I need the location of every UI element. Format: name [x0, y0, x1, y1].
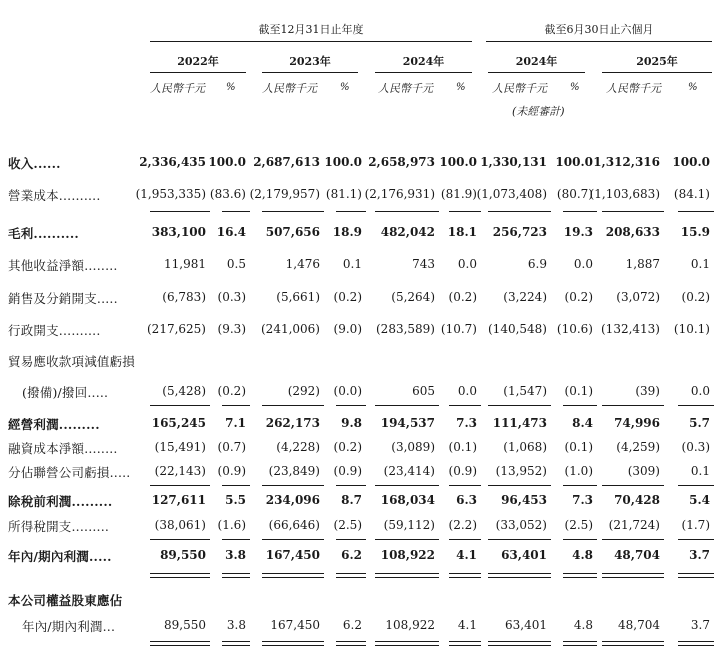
column-rule — [375, 539, 439, 540]
row-label: 經營利潤......... — [8, 417, 100, 432]
column-rule — [563, 485, 597, 486]
column-rule — [602, 573, 664, 574]
column-rule — [262, 485, 324, 486]
amount-cell: 743 — [412, 257, 435, 271]
percent-cell: 100.0 — [555, 155, 593, 169]
column-rule — [678, 405, 714, 406]
amount-cell: (217,625) — [147, 322, 206, 336]
row-label: 本公司權益股東應佔 — [8, 593, 123, 608]
amount-cell: 2,658,973 — [368, 155, 435, 169]
percent-cell: (0.9) — [333, 464, 362, 478]
column-rule — [678, 539, 714, 540]
percent-cell: 0.1 — [690, 464, 710, 478]
percent-cell: (1.6) — [217, 518, 246, 532]
year-header-2022: 2022年 — [177, 55, 219, 68]
percent-cell: (0.2) — [448, 290, 477, 304]
percent-cell: 100.0 — [439, 155, 477, 169]
column-rule — [375, 577, 439, 578]
percent-cell: (0.7) — [217, 440, 246, 454]
percent-cell: 5.4 — [689, 493, 710, 507]
row-label: 行政開支.......... — [8, 323, 101, 338]
amount-cell: (5,661) — [276, 290, 320, 304]
year-rule — [375, 72, 472, 73]
amount-cell: 11,981 — [164, 257, 206, 271]
unit-label: 人民幣千元 — [262, 82, 317, 95]
amount-cell: 383,100 — [151, 225, 206, 239]
percent-cell: 100.0 — [208, 155, 246, 169]
percent-cell: 16.4 — [216, 225, 246, 239]
percent-cell: (81.9) — [440, 187, 477, 201]
column-rule — [375, 211, 439, 212]
column-rule — [150, 573, 210, 574]
percent-cell: 4.1 — [456, 548, 477, 562]
amount-cell: (2,176,931) — [364, 187, 435, 201]
percent-cell: 8.7 — [341, 493, 362, 507]
amount-cell: 96,453 — [501, 493, 547, 507]
amount-cell: (140,548) — [488, 322, 547, 336]
column-rule — [449, 485, 481, 486]
percent-cell: (0.2) — [217, 384, 246, 398]
percent-cell: (0.9) — [448, 464, 477, 478]
amount-cell: (4,259) — [616, 440, 660, 454]
amount-cell: (241,006) — [261, 322, 320, 336]
column-rule — [222, 573, 250, 574]
percent-cell: 3.8 — [226, 618, 246, 632]
column-rule — [678, 211, 714, 212]
percent-cell: (2.5) — [333, 518, 362, 532]
percent-cell: (9.3) — [217, 322, 246, 336]
amount-cell: 262,173 — [265, 416, 320, 430]
amount-cell: (5,428) — [162, 384, 206, 398]
column-rule — [488, 577, 551, 578]
percent-cell: 18.9 — [332, 225, 362, 239]
amount-cell: (3,072) — [616, 290, 660, 304]
amount-cell: 70,428 — [614, 493, 660, 507]
percent-cell: 4.1 — [457, 618, 477, 632]
column-rule — [150, 405, 210, 406]
amount-cell: (33,052) — [495, 518, 547, 532]
column-rule — [262, 577, 324, 578]
amount-cell: 1,887 — [625, 257, 660, 271]
unit-label: 人民幣千元 — [606, 82, 661, 95]
column-rule — [222, 641, 250, 642]
amount-cell: 48,704 — [618, 618, 660, 632]
percent-cell: (0.3) — [681, 440, 710, 454]
amount-cell: (13,952) — [495, 464, 547, 478]
percent-cell: 7.3 — [456, 416, 477, 430]
column-rule — [150, 641, 210, 642]
column-rule — [150, 577, 210, 578]
amount-cell: 111,473 — [492, 416, 547, 430]
amount-cell: (283,589) — [376, 322, 435, 336]
column-rule — [602, 577, 664, 578]
column-rule — [602, 645, 664, 646]
column-rule — [602, 405, 664, 406]
row-label: 除稅前利潤......... — [8, 494, 113, 509]
column-rule — [678, 573, 714, 574]
percent-cell: 4.8 — [572, 548, 593, 562]
amount-cell: (5,264) — [391, 290, 435, 304]
column-rule — [222, 577, 250, 578]
row-label: 收入...... — [8, 156, 61, 171]
amount-cell: 6.9 — [527, 257, 547, 271]
amount-cell: 2,687,613 — [253, 155, 320, 169]
row-label: 貿易應收款項減值虧損 — [8, 354, 136, 369]
percent-cell: 0.0 — [457, 384, 477, 398]
amount-cell: 167,450 — [270, 618, 320, 632]
amount-cell: 167,450 — [265, 548, 320, 562]
percent-cell: 6.2 — [341, 548, 362, 562]
column-rule — [222, 211, 250, 212]
column-rule — [602, 485, 664, 486]
column-rule — [449, 645, 481, 646]
column-rule — [563, 405, 597, 406]
amount-cell: (15,491) — [154, 440, 206, 454]
column-rule — [336, 645, 366, 646]
amount-cell: (4,228) — [276, 440, 320, 454]
column-rule — [262, 645, 324, 646]
amount-cell: 208,633 — [605, 225, 660, 239]
percent-cell: 15.9 — [680, 225, 710, 239]
percent-cell: 0.0 — [690, 384, 710, 398]
row-label: 年內/期內利潤..... — [8, 549, 112, 564]
column-rule — [488, 539, 551, 540]
column-rule — [336, 211, 366, 212]
percent-cell: 5.7 — [689, 416, 710, 430]
amount-cell: (1,073,408) — [476, 187, 547, 201]
percent-cell: 7.1 — [225, 416, 246, 430]
column-rule — [336, 539, 366, 540]
amount-cell: (3,224) — [503, 290, 547, 304]
percent-cell: 8.4 — [572, 416, 593, 430]
column-rule — [678, 577, 714, 578]
percent-cell: (10.7) — [440, 322, 477, 336]
column-rule — [262, 539, 324, 540]
row-label: 其他收益淨額........ — [8, 258, 118, 273]
column-rule — [336, 577, 366, 578]
amount-cell: 89,550 — [164, 618, 206, 632]
percent-cell: 0.1 — [690, 257, 710, 271]
amount-cell: 234,096 — [265, 493, 320, 507]
column-rule — [488, 405, 551, 406]
row-label: 融資成本淨額........ — [8, 441, 118, 456]
column-rule — [375, 641, 439, 642]
year-header-2023: 2023年 — [289, 55, 331, 68]
amount-cell: (59,112) — [383, 518, 435, 532]
column-rule — [449, 577, 481, 578]
percent-cell: 100.0 — [324, 155, 362, 169]
group-rule-annual — [150, 41, 472, 42]
percent-cell: (0.2) — [333, 440, 362, 454]
column-rule — [222, 645, 250, 646]
amount-cell: 168,034 — [380, 493, 435, 507]
column-rule — [150, 539, 210, 540]
amount-cell: (39) — [635, 384, 660, 398]
amount-cell: 1,476 — [285, 257, 320, 271]
amount-cell: 256,723 — [492, 225, 547, 239]
percent-cell: (0.2) — [564, 290, 593, 304]
column-rule — [262, 405, 324, 406]
amount-cell: 63,401 — [505, 618, 547, 632]
row-label: (撥備)/撥回..... — [22, 385, 109, 400]
percent-cell: 19.3 — [563, 225, 593, 239]
column-rule — [222, 485, 250, 486]
amount-cell: 1,312,316 — [593, 155, 660, 169]
percent-cell: (0.1) — [564, 440, 593, 454]
unit-label: 人民幣千元 — [492, 82, 547, 95]
percent-cell: (83.6) — [209, 187, 246, 201]
year-rule — [602, 72, 712, 73]
amount-cell: 89,550 — [160, 548, 206, 562]
column-rule — [449, 211, 481, 212]
percent-cell: 18.1 — [447, 225, 477, 239]
percent-cell: (2.5) — [564, 518, 593, 532]
percent-cell: 3.7 — [690, 618, 710, 632]
amount-cell: 482,042 — [380, 225, 435, 239]
column-rule — [488, 485, 551, 486]
percent-cell: 0.0 — [573, 257, 593, 271]
percent-cell: (10.6) — [556, 322, 593, 336]
column-rule — [222, 539, 250, 540]
amount-cell: 1,330,131 — [480, 155, 547, 169]
amount-cell: 127,611 — [151, 493, 206, 507]
percent-cell: 3.8 — [225, 548, 246, 562]
column-rule — [336, 405, 366, 406]
percent-cell: 6.2 — [342, 618, 362, 632]
pct-label: % — [570, 82, 580, 93]
column-rule — [488, 645, 551, 646]
column-rule — [150, 485, 210, 486]
amount-cell: 194,537 — [380, 416, 435, 430]
column-rule — [563, 573, 597, 574]
percent-cell: (0.9) — [217, 464, 246, 478]
amount-cell: (21,724) — [608, 518, 660, 532]
amount-cell: 2,336,435 — [139, 155, 206, 169]
column-rule — [262, 641, 324, 642]
percent-cell: (0.2) — [681, 290, 710, 304]
column-rule — [678, 485, 714, 486]
percent-cell: (0.2) — [333, 290, 362, 304]
amount-cell: (292) — [287, 384, 320, 398]
amount-cell: (309) — [627, 464, 660, 478]
year-header-2024: 2024年 — [402, 55, 445, 68]
year-rule — [150, 72, 246, 73]
group-header-six-months: 截至6月30日止六個月 — [544, 23, 654, 36]
percent-cell: 3.7 — [689, 548, 710, 562]
column-rule — [336, 573, 366, 574]
column-rule — [262, 211, 324, 212]
column-rule — [678, 641, 714, 642]
percent-cell: 7.3 — [572, 493, 593, 507]
year-rule — [262, 72, 358, 73]
column-rule — [563, 577, 597, 578]
column-rule — [488, 641, 551, 642]
row-label: 毛利.......... — [8, 226, 79, 241]
column-rule — [449, 405, 481, 406]
column-rule — [678, 645, 714, 646]
column-rule — [602, 211, 664, 212]
amount-cell: 74,996 — [614, 416, 660, 430]
percent-cell: (81.1) — [325, 187, 362, 201]
column-rule — [602, 539, 664, 540]
column-rule — [563, 211, 597, 212]
column-rule — [488, 211, 551, 212]
amount-cell: (1,547) — [503, 384, 547, 398]
percent-cell: (84.1) — [673, 187, 710, 201]
column-rule — [336, 641, 366, 642]
amount-cell: (6,783) — [162, 290, 206, 304]
pct-label: % — [456, 82, 466, 93]
row-label: 年內/期內利潤... — [22, 619, 116, 634]
percent-cell: 5.5 — [225, 493, 246, 507]
column-rule — [449, 573, 481, 574]
amount-cell: 605 — [412, 384, 435, 398]
amount-cell: (2,179,957) — [249, 187, 320, 201]
percent-cell: (80.7) — [556, 187, 593, 201]
column-rule — [488, 573, 551, 574]
percent-cell: 9.8 — [341, 416, 362, 430]
percent-cell: 0.0 — [457, 257, 477, 271]
pct-label: % — [226, 82, 236, 93]
amount-cell: (1,068) — [503, 440, 547, 454]
percent-cell: (1.0) — [564, 464, 593, 478]
group-rule-six-months — [486, 41, 712, 42]
year-rule — [488, 72, 585, 73]
unit-label: 人民幣千元 — [378, 82, 433, 95]
column-rule — [449, 641, 481, 642]
percent-cell: (1.7) — [681, 518, 710, 532]
row-label: 營業成本.......... — [8, 188, 101, 203]
year-header-2025-h1: 2025年 — [636, 55, 678, 68]
pct-label: % — [688, 82, 698, 93]
amount-cell: (132,413) — [601, 322, 660, 336]
amount-cell: 507,656 — [265, 225, 320, 239]
amount-cell: (1,103,683) — [589, 187, 660, 201]
amount-cell: (23,414) — [383, 464, 435, 478]
percent-cell: (0.1) — [448, 440, 477, 454]
amount-cell: 48,704 — [614, 548, 660, 562]
percent-cell: (0.1) — [564, 384, 593, 398]
percent-cell: (2.2) — [448, 518, 477, 532]
percent-cell: (9.0) — [333, 322, 362, 336]
column-rule — [262, 573, 324, 574]
column-rule — [375, 405, 439, 406]
percent-cell: (10.1) — [673, 322, 710, 336]
percent-cell: 0.5 — [226, 257, 246, 271]
percent-cell: (0.0) — [333, 384, 362, 398]
amount-cell: 63,401 — [501, 548, 547, 562]
percent-cell: 4.8 — [573, 618, 593, 632]
amount-cell: 108,922 — [385, 618, 435, 632]
column-rule — [336, 485, 366, 486]
amount-cell: (3,089) — [391, 440, 435, 454]
column-rule — [222, 405, 250, 406]
amount-cell: (38,061) — [154, 518, 206, 532]
amount-cell: (1,953,335) — [135, 187, 206, 201]
pct-label: % — [340, 82, 350, 93]
amount-cell: (66,646) — [268, 518, 320, 532]
unaudited-note: (未經審計) — [512, 105, 565, 118]
amount-cell: (22,143) — [154, 464, 206, 478]
group-header-annual: 截至12月31日止年度 — [258, 23, 364, 36]
row-label: 所得稅開支......... — [8, 519, 110, 534]
column-rule — [449, 539, 481, 540]
column-rule — [563, 641, 597, 642]
column-rule — [375, 485, 439, 486]
year-header-2024-h1: 2024年 — [515, 55, 558, 68]
column-rule — [375, 645, 439, 646]
percent-cell: 0.1 — [342, 257, 362, 271]
amount-cell: 108,922 — [380, 548, 435, 562]
amount-cell: (23,849) — [268, 464, 320, 478]
column-rule — [563, 539, 597, 540]
amount-cell: 165,245 — [151, 416, 206, 430]
percent-cell: 100.0 — [672, 155, 710, 169]
row-label: 分佔聯營公司虧損..... — [8, 465, 131, 480]
percent-cell: 6.3 — [456, 493, 477, 507]
row-label: 銷售及分銷開支..... — [8, 291, 118, 306]
percent-cell: (0.3) — [217, 290, 246, 304]
column-rule — [375, 573, 439, 574]
unit-label: 人民幣千元 — [150, 82, 205, 95]
column-rule — [563, 645, 597, 646]
column-rule — [150, 211, 210, 212]
column-rule — [150, 645, 210, 646]
column-rule — [602, 641, 664, 642]
